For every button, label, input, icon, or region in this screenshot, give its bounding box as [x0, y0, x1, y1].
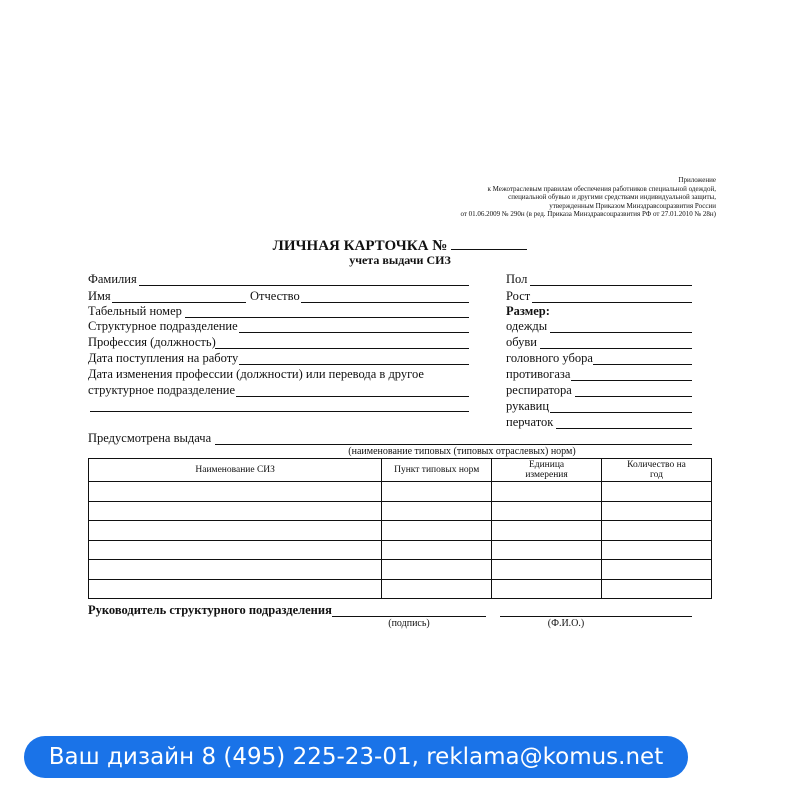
- table-row: [89, 579, 712, 599]
- surname-field[interactable]: [139, 285, 469, 286]
- card-subtitle: учета выдачи СИЗ: [349, 253, 451, 267]
- change-date-field[interactable]: [236, 396, 469, 397]
- table-row: [89, 560, 712, 580]
- name-field[interactable]: [112, 302, 246, 303]
- table-cell[interactable]: [602, 482, 712, 502]
- gloves-size-field[interactable]: [556, 428, 692, 429]
- appendix-line: Приложение: [678, 176, 716, 184]
- column-header-norm-item: Пункт типовых норм: [382, 459, 492, 482]
- clothes-size-field[interactable]: [550, 332, 692, 333]
- table-cell[interactable]: [602, 501, 712, 521]
- hire-date-label: Дата поступления на работу: [88, 351, 239, 365]
- table-cell[interactable]: [492, 579, 602, 599]
- issuance-field[interactable]: [215, 444, 692, 445]
- signature-caption: (подпись): [388, 618, 430, 629]
- table-cell[interactable]: [602, 540, 712, 560]
- gas-mask-size-field[interactable]: [571, 380, 692, 381]
- signature-label: Руководитель структурного подразделения: [88, 603, 332, 617]
- profession-field[interactable]: [215, 348, 469, 349]
- contact-banner[interactable]: Ваш дизайн 8 (495) 225-23-01, reklama@komus.net: [24, 736, 688, 778]
- patronymic-label: Отчество: [250, 289, 300, 303]
- respirator-size-label: респиратора: [506, 383, 572, 397]
- department-field[interactable]: [239, 332, 469, 333]
- table-cell[interactable]: [89, 579, 382, 599]
- siz-table: [88, 458, 712, 599]
- signature-field[interactable]: [332, 616, 486, 617]
- change-date-label: Дата изменения профессии (должности) или перевода в другое: [88, 367, 424, 381]
- headwear-size-label: головного убора: [506, 351, 593, 365]
- table-cell[interactable]: [89, 540, 382, 560]
- full-name-field[interactable]: [500, 616, 692, 617]
- table-cell[interactable]: [382, 521, 492, 541]
- table-cell[interactable]: [602, 521, 712, 541]
- column-header-unit: Единица измерения: [492, 459, 602, 482]
- change-date-label-cont: структурное подразделение: [88, 383, 236, 397]
- appendix-line: к Межотраслевым правилам обеспечения работников специальной одеждой,: [487, 184, 716, 193]
- table-cell[interactable]: [382, 540, 492, 560]
- appendix-line: от 01.06.2009 № 290н (в ред. Приказа Минздравсоцразвития РФ от 27.01.2010 № 28н): [460, 210, 716, 219]
- tab-number-field[interactable]: [185, 317, 469, 318]
- table-cell[interactable]: [492, 540, 602, 560]
- table-cell[interactable]: [89, 501, 382, 521]
- card-number-blank[interactable]: [451, 236, 527, 250]
- shoes-size-field[interactable]: [540, 348, 692, 349]
- table-cell[interactable]: [602, 560, 712, 580]
- clothes-size-label: одежды: [506, 319, 548, 333]
- height-label: Рост: [506, 289, 531, 303]
- change-date-field-extra[interactable]: [90, 411, 469, 412]
- shoes-size-label: обуви: [506, 335, 537, 349]
- appendix-note: [460, 176, 716, 219]
- table-row: [89, 521, 712, 541]
- surname-label: Фамилия: [88, 272, 137, 286]
- appendix-line: утвержденным Приказом Минздравсоцразвития России: [549, 201, 716, 210]
- table-cell[interactable]: [602, 579, 712, 599]
- table-cell[interactable]: [382, 560, 492, 580]
- table-row: [89, 501, 712, 521]
- column-header-quantity: Количество на год: [602, 459, 712, 482]
- table-row: [89, 482, 712, 502]
- table-cell[interactable]: [382, 501, 492, 521]
- table-cell[interactable]: [382, 482, 492, 502]
- appendix-line: специальной обувью и другими средствами индивидуальной защиты,: [508, 193, 716, 202]
- column-header-name: Наименование СИЗ: [89, 459, 382, 482]
- table-cell[interactable]: [492, 501, 602, 521]
- size-header: Размер:: [506, 304, 550, 318]
- height-field[interactable]: [532, 302, 692, 303]
- profession-label: Профессия (должность): [88, 335, 216, 349]
- mittens-size-field[interactable]: [550, 412, 692, 413]
- table-cell[interactable]: [382, 579, 492, 599]
- mittens-size-label: рукавиц: [506, 399, 550, 413]
- patronymic-field[interactable]: [301, 302, 469, 303]
- headwear-size-field[interactable]: [593, 364, 692, 365]
- table-cell[interactable]: [492, 482, 602, 502]
- gender-field[interactable]: [530, 285, 692, 286]
- full-name-caption: (Ф.И.О.): [547, 618, 585, 629]
- name-label: Имя: [88, 289, 111, 303]
- department-label: Структурное подразделение: [88, 319, 238, 333]
- table-cell[interactable]: [89, 482, 382, 502]
- tab-number-label: Табельный номер: [88, 304, 182, 318]
- table-cell[interactable]: [89, 560, 382, 580]
- table-cell[interactable]: [492, 560, 602, 580]
- table-row: [89, 540, 712, 560]
- gas-mask-size-label: противогаза: [506, 367, 571, 381]
- issuance-label: Предусмотрена выдача: [88, 431, 212, 445]
- issuance-caption: (наименование типовых (типовых отраслевых) норм): [348, 446, 576, 457]
- gloves-size-label: перчаток: [506, 415, 554, 429]
- table-cell[interactable]: [492, 521, 602, 541]
- table-cell[interactable]: [89, 521, 382, 541]
- gender-label: Пол: [506, 272, 528, 286]
- respirator-size-field[interactable]: [575, 396, 692, 397]
- hire-date-field[interactable]: [239, 364, 469, 365]
- card-title-text: ЛИЧНАЯ КАРТОЧКА №: [272, 238, 448, 254]
